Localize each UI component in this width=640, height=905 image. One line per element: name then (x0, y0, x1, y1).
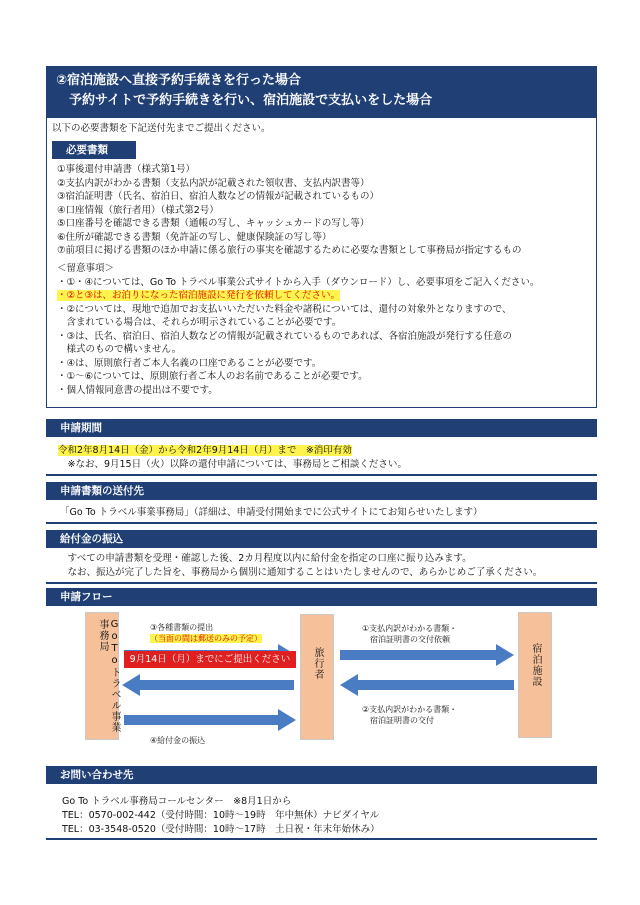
section-header-payment: 給付金の振込 (46, 530, 597, 548)
doc-item: ⑤口座番号を確認できる書類（通帳の写し、キャッシュカードの写し等） (57, 218, 370, 229)
divider (46, 838, 597, 840)
page-title-box (46, 66, 597, 118)
payment-text-1: すべての申請書類を受理・確認した後、2カ月程度以内に給付金を指定の口座に振り込みます。 (58, 553, 472, 564)
traveler-label: 旅行者 (312, 647, 323, 680)
note-item: ・①～⑥については、原則旅行者ご本人のお名前であることが必要です。 (57, 371, 368, 382)
section-header-period: 申請期間 (46, 419, 597, 437)
deadline-banner: 9月14日（月）までにご提出ください (124, 651, 296, 668)
office-label: GoToトラベル事業事務局 (97, 619, 120, 733)
contact-tel-1: TEL：0570-002-442（受付時間：10時～19時 年中無休）ナビダイヤル (62, 810, 380, 821)
destination-text: 「Go To トラベル事業事務局」（詳細は、申請受付開始までに公式サイトにてお知らせいたします） (60, 507, 483, 518)
doc-item: ①事後還付申請書（様式第1号） (57, 164, 196, 175)
section-header-destination: 申請書類の送付先 (46, 482, 597, 500)
note-item: ・個人情報同意書の提出は不要です。 (57, 384, 218, 396)
step2-label-2: 宿泊証明書の交付 (370, 716, 434, 725)
arrow-right-icon (340, 644, 514, 666)
note-item: ・②については、現地で追加でお支払いいただいた料金や諸税については、還付の対象外となりますので、 (57, 303, 512, 315)
step2-label-1: ②支払内訳がわかる書類・ (362, 705, 458, 714)
note-item-highlighted: ・②と③は、お泊りになった宿泊施設に発行を依頼してください。 (57, 290, 341, 301)
period-note: ※なお、9月15日（火）以降の還付申請については、事務局とご相談ください。 (58, 459, 407, 470)
notes-list (57, 262, 539, 397)
flow-arrows (0, 600, 640, 750)
page-title-line1: ②宿泊施設へ直接予約手続きを行った場合 (56, 73, 302, 88)
doc-item: ④口座情報（旅行者用）（様式第2号） (57, 204, 219, 216)
note-item: 様式のもので構いません。 (57, 344, 182, 355)
step3-note: （当面の間は郵送のみの予定） (150, 634, 262, 643)
arrow-left-icon (340, 674, 514, 696)
payment-text-2: なお、振込が完了した旨を、事務局から個別に通知することはいたしませんので、あらかじめご了承ください。 (58, 567, 543, 578)
step1-label-1: ①支払内訳がわかる書類・ (362, 624, 458, 633)
step3-label: ③各種書類の提出 (150, 623, 214, 632)
doc-item: ⑦前項目に掲げる書類のほか申請に係る旅行の事実を確認するために必要な書類として事務局が指定するもの (57, 245, 522, 256)
period-dates: 令和2年8月14日（金）から令和2年9月14日（月）まで ※消印有効 (58, 445, 352, 456)
intro-text: 以下の必要書類を下記送付先までご提出ください。 (52, 123, 271, 134)
divider (46, 522, 597, 524)
note-item: ・③は、氏名、宿泊日、宿泊人数などの情報が記載されているものであれば、各宿泊施設が発行する任意の (57, 330, 513, 342)
divider (46, 474, 597, 476)
doc-item: ⑥住所が確認できる書類（免許証の写し、健康保険証の写し等） (57, 231, 332, 243)
note-item: ・①・④については、Go To トラベル事業公式サイトから入手（ダウンロード）し、必要事項をご記入ください。 (57, 276, 540, 288)
note-item: ・④は、原則旅行者ご本人名義の口座であることが必要です。 (57, 357, 322, 369)
section-header-docs: 必要書類 (52, 141, 136, 159)
arrow-left-icon (122, 674, 294, 696)
doc-item: ③宿泊証明書（氏名、宿泊日、宿泊人数などの情報が記載されているもの） (57, 191, 380, 202)
contact-tel-2: TEL：03-3548-0520（受付時間：10時～17時 土日祝・年末年始休み） (62, 824, 380, 835)
docs-list (57, 163, 522, 258)
arrow-right-icon (124, 709, 296, 731)
notes-header: ＜留意事項＞ (57, 263, 115, 274)
step1-label-2: 宿泊証明書の交付依頼 (370, 635, 450, 644)
section-header-contact: お問い合わせ先 (46, 766, 597, 784)
note-item: 含まれている場合は、それらが明示されていることが必要です。 (57, 317, 342, 328)
page-title-line2: 予約サイトで予約手続きを行い、宿泊施設で支払いをした場合 (56, 93, 433, 108)
doc-item: ②支払内訳がわかる書類（支払内訳が記載された領収書、支払内訳書等） (57, 177, 370, 189)
contact-center: Go To トラベル事務局コールセンター ※8月1日から (62, 796, 292, 807)
divider (46, 582, 597, 584)
step4-label: ④給付金の振込 (150, 736, 206, 745)
hotel-label: 宿泊施設 (530, 643, 541, 687)
section-header-flow: 申請フロー (46, 588, 597, 606)
